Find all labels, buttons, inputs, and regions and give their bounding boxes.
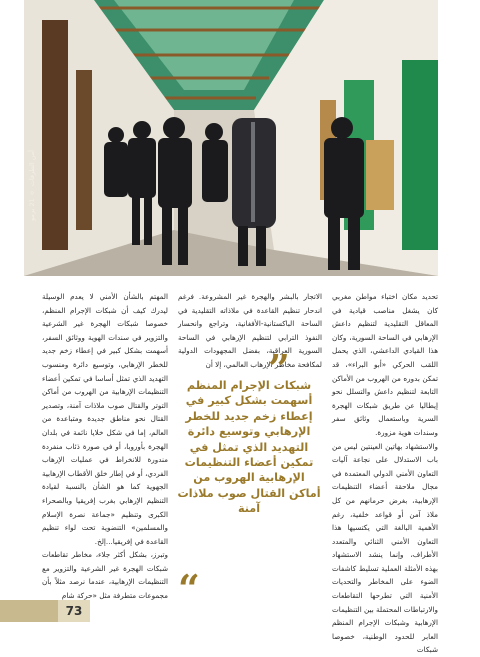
- article-photo: [24, 0, 438, 276]
- photo-illustration: [24, 0, 438, 276]
- paragraph: الاتجار بالبشر والهجرة غير المشروعة. فرغم اندحار تنظيم القاعدة في ملاذاته التقليدية في الساحة الباكستانية-الأفغانية، وتراجع وانحسار النفوذ الترابي لتنظيم الإرهابي في الساحة السورية العراقية، بفضل المجهودات الدولية لمكافحة مخاطر الإرهاب العالمي، إلا أن: [178, 292, 322, 369]
- paragraph: تحديد مكان اختباء مواطن مغربي كان يشغل مناصب قيادية في المعاقل التقليدية لتنظيم داعش الإرهابي في الساحة السورية، وكان هذا القيادي الداعشي، الذي يحمل اللقب الحركي «أبو البراء»، قد تمكن بدوره من الهروب من الأماكن التابعة لتنظيم داعش والتسلل نحو إيطاليا عن طريق شبكات الهجرة السرية وباستعمال وثائق سفر وسندات هوية مزورة.: [332, 292, 438, 437]
- article-column-left: [42, 290, 168, 603]
- article-column-middle: [178, 290, 322, 372]
- quote-close-mark: “: [178, 566, 200, 611]
- paragraph: وتبرز، بشكل أكثر جلاء، مخاطر تقاطعات شبكات الهجرة غير الشرعية والتزوير مع التنظيمات الإرهابية، عندما نرصد مثلاً بأن مجموعات متطرفة مثل «حركة شام: [42, 550, 168, 601]
- article-column-right: [332, 290, 438, 657]
- paragraph: والاستشهاد بهاتين العينتين ليس من باب الاستدلال على نجاعة آليات التعاون الأمني الدولي المعتمدة في مجال ملاحقة أعضاء التنظيمات الإرهابية، بغرض حرمانهم من كل ملاذ آمن أو قواعد خلفية، رغم الأهمية البالغة التي يكتسيها هذا التعاون الأمني الثنائي والمتعدد الأطراف، وإنما ينشد الاستشهاد بهذه الأمثلة العملية تسليط كاشفات الضوء على المخاطر والتحديات الأمنية التي تطرحها التقاطعات والارتباطات المحتملة بين التنظيمات الإرهابية وشبكات الإجرام المنظم العابر للحدود الوطنية، خصوصا شبكات: [332, 441, 438, 655]
- photo-credit: أمن الطرقات ⚪ 21 برمو: [28, 150, 36, 221]
- paragraph: المهتم بالشأن الأمني لا يعدم الوسيلة ليدرك كيف أن شبكات الإجرام المنظم، خصوصا شبكات الهجرة غير الشرعية والتزوير في سندات الهوية ووثائق السفر، أسهمت بشكل كبير في إعطاء زخم جديد للخطر الإرهابي، وتوسيع دائرة ومنسوب التهديد الذي تمثل أساسا في تمكين أعضاء التنظيمات الإرهابية من الهروب من أماكن التوتر والقتال صوب ملاذات آمنة، وتصدير القتال نحو مناطق جديدة ومتباعدة من العالم، إما في شكل خلايا نائمة في بلدان الهجرة بأوروبا، أو في صورة ذئاب منفردة مندورة للانخراط في عمليات الإرهاب الفردي، أو في إطار خلق الأقطاب الإرهابية الجهوية كما هو الشأن بالنسبة لقيادة التنظيم الإرهابي بغرب إفريقيا وبالصحراء الكبرى وتنظيم «جماعة نصرة الإسلام والمسلمين» التنضوية تحت لواء تنظيم القاعدة في إفريقيا...إلخ.: [42, 292, 168, 546]
- pull-quote: شبكات الإجرام المنظم أسهمت بشكل كبير في إعطاء زخم جديد للخطر الإرهابي وتوسيع دائرة التهديد الذي تمثل في تمكين أعضاء التنظيمات الإرهابية الهروب من أماكن القتال صوب ملاذات آمنة: [177, 379, 321, 516]
- quote-open-mark: ”: [268, 346, 290, 391]
- page-number: 73: [65, 604, 83, 618]
